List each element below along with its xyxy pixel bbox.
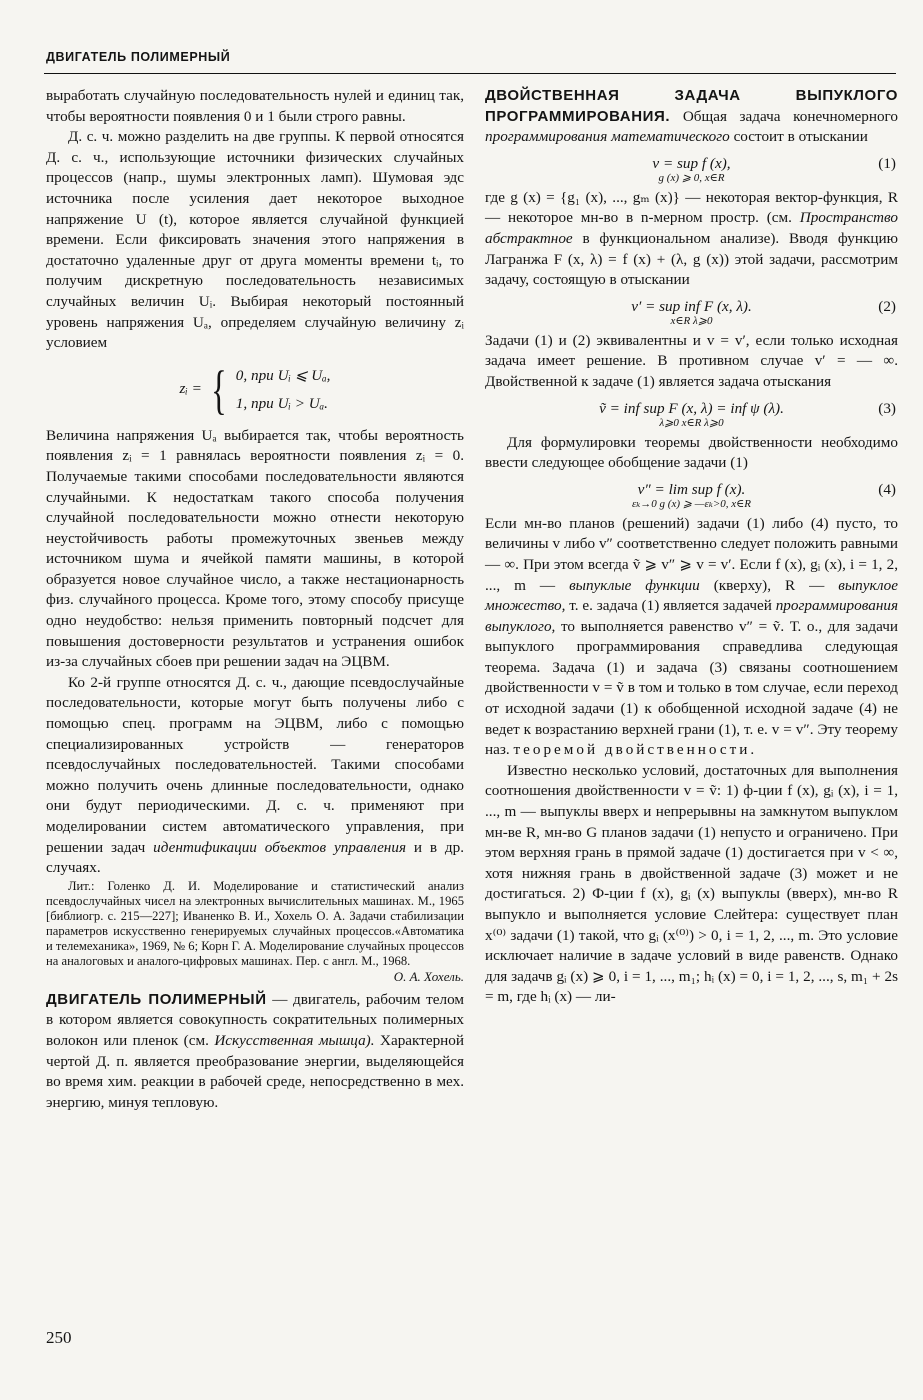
- italic-term: Пространство абстрактное: [485, 209, 899, 247]
- text-run: состоит в отыскании: [733, 128, 868, 146]
- text-run: то выполняется равенство v″ = ṽ. Т. о., для задачи выпуклого программирования справедлива следующая теорема. Задача (1) и задача (3) связаны соотношением двойственности v = ṽ в том и только в том случае, если переход от исходной задачи (1) к обобщенной исходной задаче (4) не ведет к возрастанию верхней грани (1), т. е. v = v″. Эту теорему наз.: [485, 617, 899, 759]
- italic-term: программирования выпуклого,: [485, 597, 899, 635]
- formula-expr: v″ = lim sup f (x).: [637, 480, 746, 498]
- text-run: (кверху), R —: [713, 576, 825, 594]
- paragraph: [485, 188, 898, 291]
- formula-case-2: 1, при Uᵢ > Uₐ.: [235, 394, 328, 412]
- literature-list: Лит.: Голенко Д. И. Моделирование и статистический анализ псевдослучайных чисел на электронных вычислительных машинах. М., 1965 [библиогр. с. 215—227]; Иваненко В. И., Хохель О. А. Задачи стабилизации параметров искусственно генерируемых случайных процессов.«Автоматика и телемеханика», 1969, № 6; Корн Г. А. Моделирование случайных процессов на аналоговых и аналого-цифровых машинах. Пер. с англ. М., 1968.: [46, 878, 464, 968]
- paragraph: [485, 514, 898, 761]
- paragraph: Величина напряжения Uₐ выбирается так, чтобы вероятность появления zᵢ = 1 равнялась вероятности появления zᵢ = 0. Получаемые такими способами последовательности являются случайными. К недостаткам такого способа получения случайной последовательности можно отнести некоторую неустойчивость работы промежуточных звеньев между источником шума и ячейкой памяти машины, в которой образуется новое случайное число, а также нестационарность физ. случайного процесса. Кроме того, этому способу присуще одно неудобство: нельзя применить повторный подсчет для повышения достоверности результатов и устранения ошибок из-за случайных сбоев при решении задач на ЭЦВМ.: [46, 426, 464, 671]
- entry-title: ДВОЙСТВЕННАЯ ЗАДАЧА ВЫПУКЛОГО ПРОГРАММИРОВАНИЯ.: [485, 87, 898, 125]
- text-run: т. е. задача (1) является задачей: [569, 597, 772, 615]
- entry-title: ДВИГАТЕЛЬ ПОЛИМЕРНЫЙ: [46, 990, 267, 1008]
- paragraph: выработать случайную последовательность нулей и единиц так, чтобы вероятности появления 0 и 1 были строго равны.: [46, 87, 464, 125]
- formula-cases: [236, 362, 331, 418]
- formula-number: (3): [878, 399, 896, 417]
- entry-dual-problem: [485, 86, 898, 148]
- formula-4: [485, 474, 898, 514]
- text-run: Ко 2-й группе относятся Д. с. ч., дающие псевдослучайные последовательности, которые могут быть получены либо с помощью спец. программ на ЭЦВМ, либо с помощью специализированных устройств — генераторов псевдослучайных последовательностей. Такими способами можно получить очень длинные последовательности, однако они будут периодическими. Д. с. ч. применяют при моделировании систем автоматического управления, при решении задач: [46, 673, 464, 856]
- formula-expr: v′ = sup inf F (x, λ).: [631, 297, 752, 315]
- running-head: ДВИГАТЕЛЬ ПОЛИМЕРНЫЙ: [46, 50, 231, 64]
- text-run: Общая задача конечномерного: [682, 107, 899, 125]
- page-number: 250: [46, 1328, 72, 1347]
- paragraph: [46, 673, 464, 879]
- formula-number: (4): [878, 480, 896, 498]
- italic-term: программирования математического: [485, 128, 730, 146]
- text-run: Характерной чертой Д. п. является преобразование энергии, выделяющейся во время хим. реакции в рабочей среде, непосредственно в мех. энергию, минуя тепловую.: [46, 1031, 465, 1111]
- formula-subscript: λ⩾0 x∈R λ⩾0: [659, 417, 724, 430]
- formula-subscript: x∈R λ⩾0: [670, 315, 713, 328]
- header-rule: [44, 73, 896, 74]
- formula-2: [485, 291, 898, 331]
- text-run: и в др. случаях.: [46, 838, 464, 877]
- formula-3: [485, 393, 898, 433]
- formula-case-1: 0, при Uᵢ ⩽ Uₐ,: [235, 366, 331, 384]
- spaced-term: теоремой двойственности.: [513, 741, 758, 759]
- formula-lhs: zᵢ =: [179, 380, 202, 398]
- brace-glyph: {: [211, 359, 227, 420]
- paragraph: Задачи (1) и (2) эквивалентны и v = v′, если только исходная задача имеет решение. В противном случае v′ = — ∞. Двойственной к задаче (1) является задача отыскания: [485, 331, 898, 390]
- paragraph: Для формулировки теоремы двойственности необходимо ввести следующее обобщение задачи (1): [485, 433, 898, 472]
- text-run: где g (x) = {g₁ (x), ..., gₘ (x)} — некоторая вектор-функция, R — некоторое мн-во в n-мерном простр. (см.: [485, 188, 898, 227]
- formula-subscript: g (x) ⩾ 0, x∈R: [658, 172, 725, 185]
- text-run: в функциональном анализе). Вводя функцию Лагранжа F (x, λ) = f (x) + (λ, g (x)) этой задачи, рассмотрим задачу, состоящую в отыскании: [485, 229, 898, 289]
- formula-number: (2): [878, 297, 896, 315]
- italic-term: идентификации объектов управления: [153, 838, 406, 856]
- paragraph: Д. с. ч. можно разделить на две группы. К первой относятся Д. с. ч., использующие источники физических случайных процессов (напр., шумы электронных ламп). Шумовая эдс источника после усиления дает некоторое выходное напряжение U (t), которое является случайной функцией времени. Если фиксировать значения этого напряжения в достаточно удаленные друг от друга моменты времени tᵢ, то получим дискретную последовательность независимых случайных величин Uᵢ. Выбирая некоторый постоянный уровень напряжения Uₐ, определяем случайную величину zᵢ условием: [46, 128, 464, 352]
- formula-1: [485, 148, 898, 188]
- author-signature: О. А. Хохель.: [393, 968, 464, 984]
- paragraph: Известно несколько условий, достаточных для выполнения соотношения двойственности v = ṽ: 1) ф-ции f (x), gᵢ (x), i = 1, ..., m — выпуклы вверх и непрерывны на замкнутом выпуклом мн-ве R, мн-во G планов задачи (1) непусто и ограничено. При этом верхняя грань в прямой задаче (1) достигается при v < ∞, хотя нижняя грань в двойственной задаче (3) может и не достигаться. 2) Ф-ции f (x), gᵢ (x) выпуклы (вверх), мн-во R выпукло и выполняется условие Слейтера: существует план x⁽⁰⁾ задачи (1) такой, что gᵢ (x⁽⁰⁾) > 0, i = 1, 2, ..., m. Это условие исключает наличие в задаче условий в виде равенств. Однако для задачв gᵢ (x) ⩾ 0, i = 1, ..., m₁; hᵢ (x) = 0, i = 1, 2, ..., s, m₁ + 2s = m, где hᵢ (x) — ли-: [485, 761, 898, 1006]
- text-run: Если мн-во планов (решений) задачи (1) либо (4) пусто, то величины v либо v″ соответственно следует положить равными — ∞. При этом всегда ṽ ⩾ v″ ⩾ v = v′. Если f (x), gᵢ (x), i = 1, 2, ..., m —: [485, 514, 898, 594]
- formula-number: (1): [878, 154, 896, 172]
- italic-term: Искусственная мышца).: [214, 1031, 375, 1049]
- formula-expr: v = sup f (x),: [652, 154, 731, 172]
- entry-dvigatel: [46, 990, 464, 1114]
- italic-term: выпуклое множество,: [485, 576, 899, 615]
- left-column: [46, 86, 464, 1113]
- right-column: [485, 86, 898, 1008]
- text-run: — двигатель, рабочим телом в котором является совокупность сократительных полимерных волокон или пленок (см.: [46, 990, 465, 1049]
- italic-term: выпуклые функции: [569, 576, 700, 594]
- formula-subscript: εₖ→0 g (x) ⩾ —εₖ>0, x∈R: [631, 498, 752, 511]
- formula-expr: ṽ = inf sup F (x, λ) = inf ψ (λ).: [599, 399, 784, 417]
- formula-zi: [46, 354, 464, 426]
